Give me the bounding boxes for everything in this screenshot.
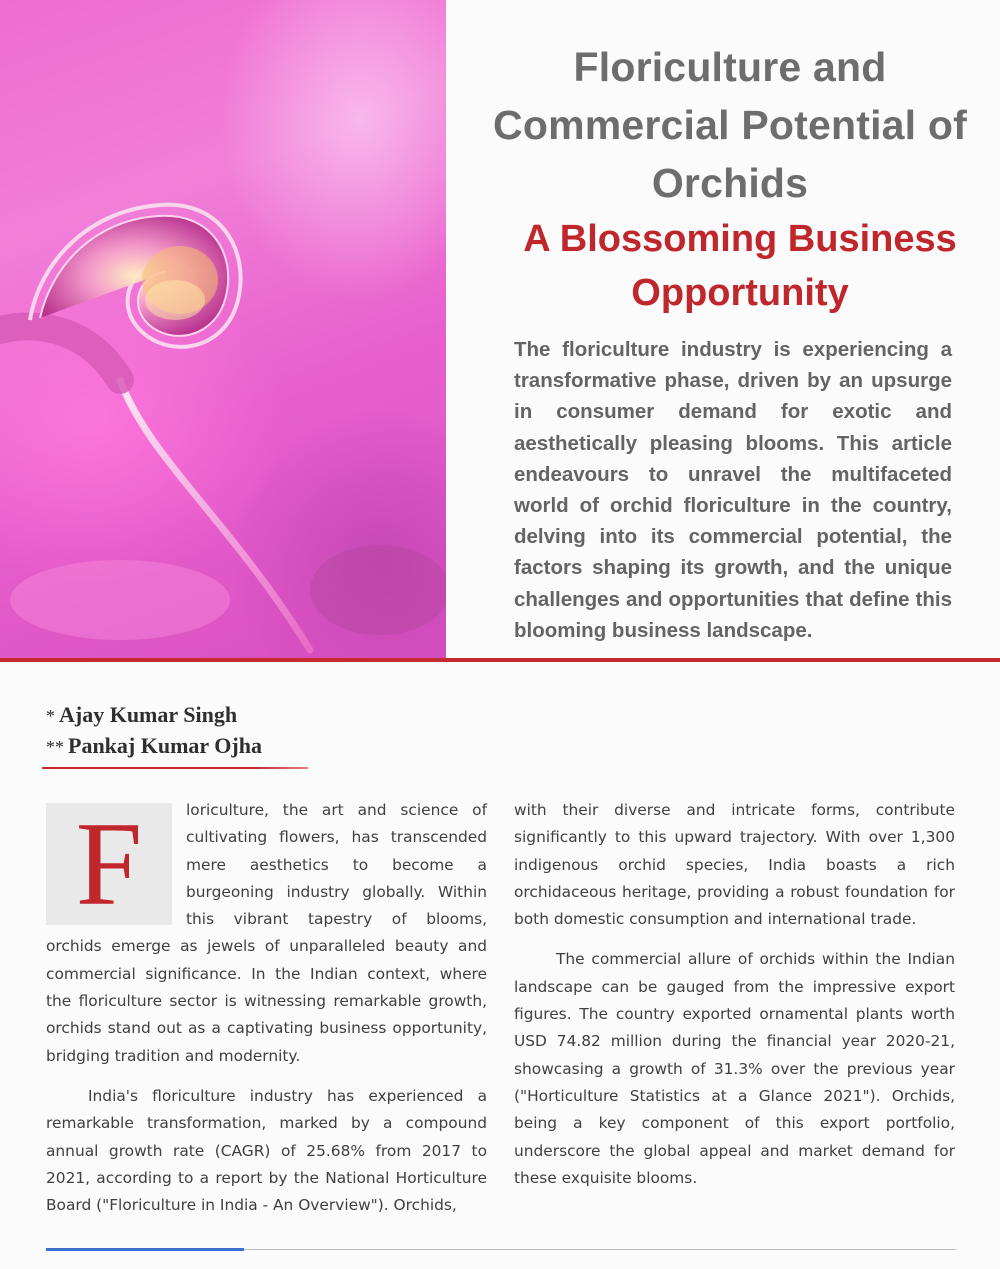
author-list	[46, 700, 262, 762]
article-intro: The floriculture industry is experiencing a transformative phase, driven by an upsurge in consumer demand for exotic and aesthetically pleasing blooms. This article endeavours to unravel the multifaceted world of orchid floriculture in the country, delving into its commercial potential, the factors shaping its growth, and the unique challenges and opportunities that define this blooming business landscape.	[514, 338, 952, 642]
body-paragraph: The commercial allure of orchids within the Indian landscape can be gauged from the impressive export figures. The country exported ornamental plants worth USD 74.82 million during the financial year 2020-21, showcasing a growth of 31.3% over the previous year ("Horticulture Statistics at a Glance 2021"). Orchids, being a key component of this export portfolio, underscore the global appeal and market demand for these exquisite blooms.	[514, 950, 955, 1187]
author-marker: **	[46, 737, 64, 757]
article-subtitle: A Blossoming Business Opportunity	[523, 218, 957, 314]
body-column-right	[514, 797, 955, 1205]
paragraph-text: loriculture, the art and science of cultivating flowers, has transcended mere aesthetics to become a burgeoning industry globally. Within this vibrant tapestry of blooms, orchids emerge as jewels of unparalleled beauty and commercial significance. In the Indian context, where the floriculture sector is witnessing remarkable growth, orchids stand out as a captivating business opportunity, bridging tradition and modernity.	[46, 801, 487, 1065]
body-column-left	[46, 797, 487, 1232]
author-name: Ajay Kumar Singh	[59, 702, 238, 727]
author-underline	[42, 767, 308, 769]
author-name: Pankaj Kumar Ojha	[68, 733, 262, 758]
author-line	[46, 700, 262, 731]
body-paragraph: with their diverse and intricate forms, contribute significantly to this upward trajectory. With over 1,300 indigenous orchid species, India boasts a rich orchidaceous heritage, providing a robust foundation for both domestic consumption and international trade.	[514, 801, 955, 929]
body-paragraph	[46, 797, 487, 1070]
body-paragraph: India's floriculture industry has experienced a remarkable transformation, marked by a compound annual growth rate (CAGR) of 25.68% from 2017 to 2021, according to a report by the National Horticulture Board ("Floriculture in India - An Overview"). Orchids,	[46, 1086, 487, 1215]
section-divider	[0, 658, 1000, 662]
drop-cap: F	[46, 803, 172, 925]
orchid-photo	[0, 0, 446, 662]
author-marker: *	[46, 706, 55, 726]
author-line	[46, 731, 262, 762]
orchid-illustration	[0, 0, 446, 662]
footer-accent-bar	[46, 1248, 244, 1251]
article-title: Floriculture and Commercial Potential of Orchids	[493, 44, 967, 206]
